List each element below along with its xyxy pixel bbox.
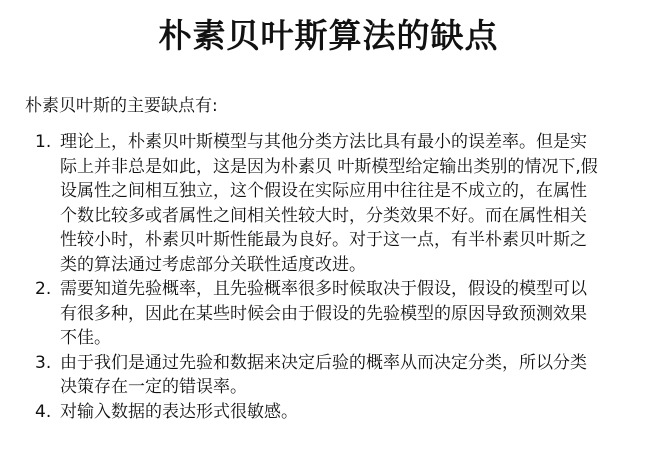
intro-text: 朴素贝叶斯的主要缺点有: [25, 96, 218, 116]
list-line: 不佳。 [60, 328, 111, 348]
list-number: 2. [35, 279, 52, 299]
list-line: 性较小时，朴素贝叶斯性能最为良好。对于这一点，有半朴素贝叶斯之 [60, 230, 587, 250]
list-number: 1. [35, 132, 52, 152]
list-number: 3. [35, 352, 52, 373]
disadvantage-list [35, 130, 635, 424]
list-item-1 [35, 130, 635, 277]
list-number: 4. [35, 401, 52, 422]
list-line: 由于我们是通过先验和数据来决定后验的概率从而决定分类，所以分类 [60, 352, 587, 373]
list-line: 个数比较多或者属性之间相关性较大时，分类效果不好。而在属性相关 [60, 205, 587, 226]
list-item-4 [35, 400, 635, 425]
list-line: 际上并非总是如此，这是因为朴素贝 叶斯模型给定输出类别的情况下,假 [60, 156, 598, 177]
list-line: 有很多种，因此在某些时候会由于假设的先验模型的原因导致预测效果 [60, 303, 587, 324]
list-line: 理论上，朴素贝叶斯模型与其他分类方法比具有最小的误差率。但是实 [60, 132, 587, 152]
list-line: 设属性之间相互独立，这个假设在实际应用中往往是不成立的，在属性 [60, 181, 587, 201]
list-line: 类的算法通过考虑部分关联性适度改进。 [60, 254, 366, 275]
list-line: 对输入数据的表达形式很敏感。 [60, 401, 298, 422]
list-item-2 [35, 277, 635, 351]
list-line: 决策存在一定的错误率。 [60, 377, 247, 397]
list-line: 需要知道先验概率，且先验概率很多时候取决于假设，假设的模型可以 [60, 279, 587, 299]
list-item-3 [35, 351, 635, 400]
page-title: 朴素贝叶斯算法的缺点 [158, 16, 499, 55]
